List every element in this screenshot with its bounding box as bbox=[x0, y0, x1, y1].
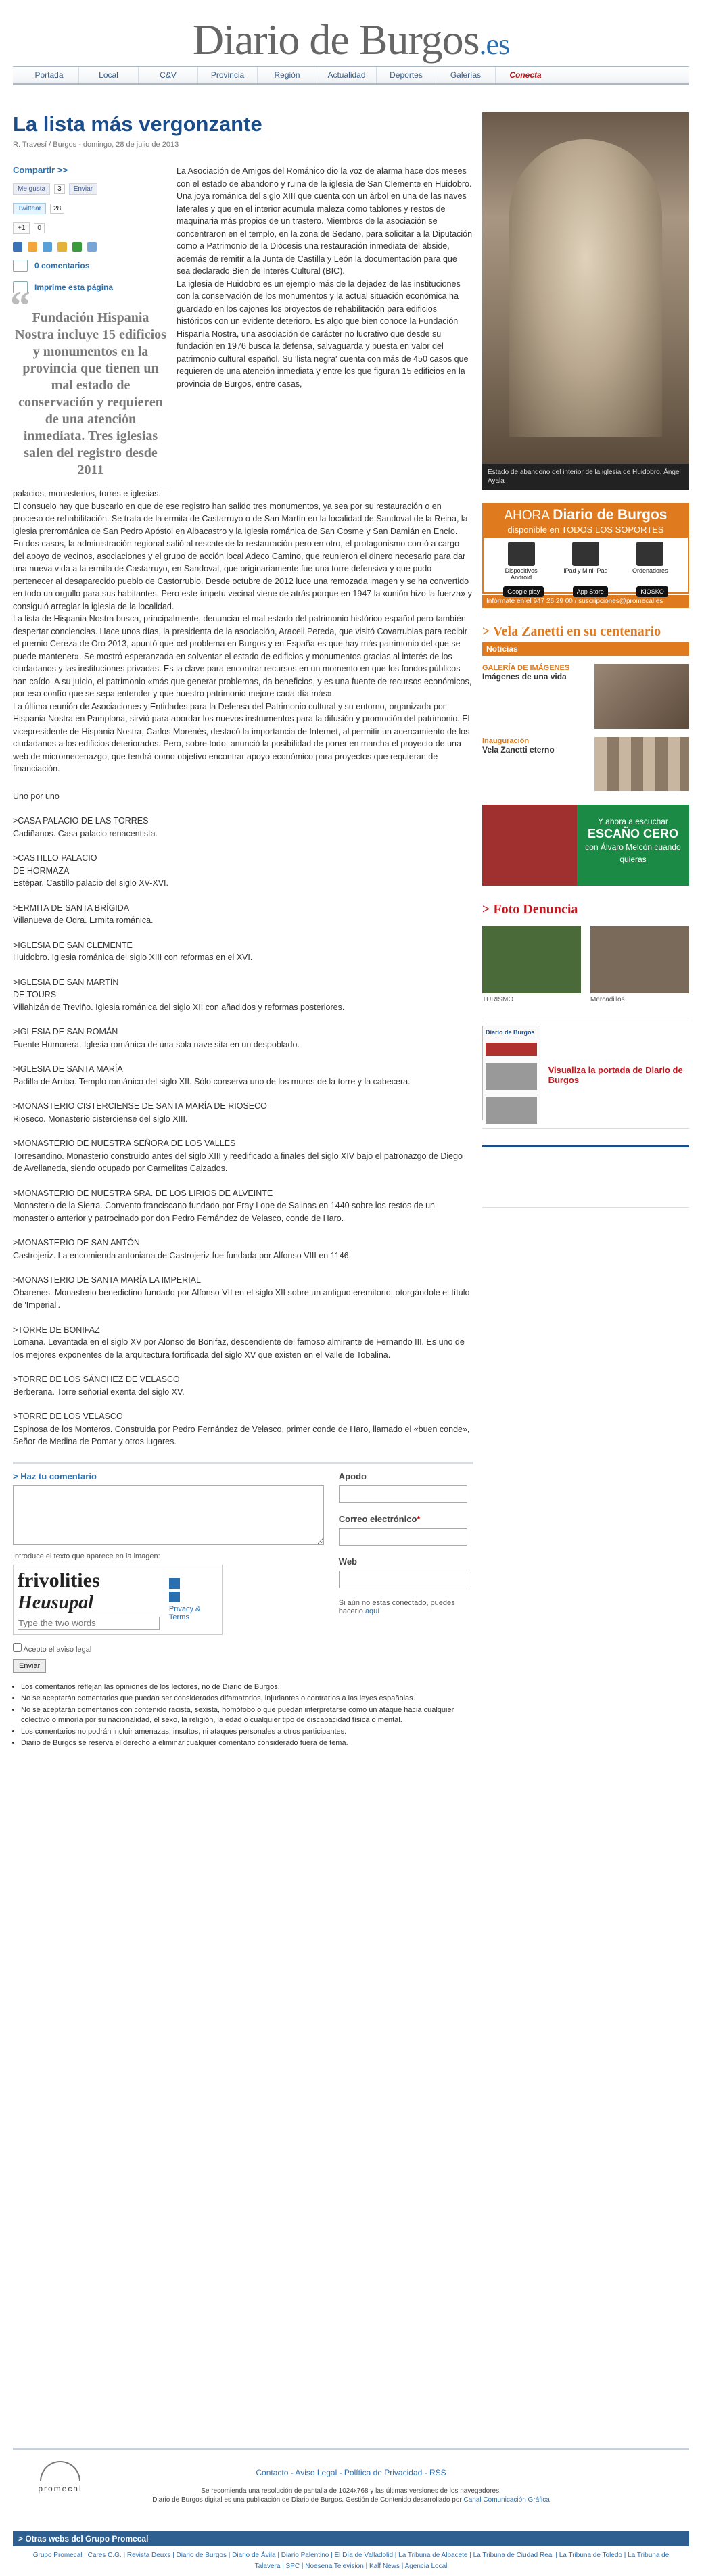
list-intro: Uno por uno bbox=[13, 791, 60, 801]
paragraph-6: La última reunión de Asociaciones y Entidades para la Defensa del Patrimonio cultural y su entorno, organizada por Hispania Nostra en Pamplona, sirvió para abordar los nuevos instrumentos para la difusión y promoción del patrimonio. El vicepresidente de Hispania Nostra, Carlos Morenés, destacó la importancia de Internet, al permitir un acercamiento de los ciudadanos a los edificios deteriorados. Pero, sobre todo, anunció la posibilidad de poner en marcha el proyecto de una web de micromecenazgo, que tendrá como objetivo encontrar apoyo económico para proyectos que requieran de financiación. bbox=[13, 701, 470, 773]
yahoo-icon[interactable] bbox=[57, 242, 67, 252]
article-column bbox=[10, 112, 473, 1750]
foto-denuncia-item[interactable]: TURISMO bbox=[482, 926, 581, 1003]
delicious-icon[interactable] bbox=[13, 242, 22, 252]
paragraph-5: La lista de Hispania Nostra busca, principalmente, denunciar el mal estado del patrimonio histórico español pero también despertar conciencias. Hace unos días, la presidenta de la asociación, Araceli Pereda, que visitó Covarrubias para recibir el premio Cereza de Oro 2013, apuntó que «el problema en Burgos y en España es que hay más patrimonio del que se puede mantener». Se mostró esperanzada en solventar el estado de edificios y monumentos gracias al interés de los ciudadanos y las instituciones privadas. Es la clave para encontrar recursos en un momento en que los fondos públicos han caído. A su juicio, el patrimonio «más que generar problemas, da beneficios, y es una fuente de recursos económicos, por eso confío que se sepa entender y que nuestro patrimonio mejore cada día más». bbox=[13, 614, 472, 698]
nav-local[interactable]: Local bbox=[79, 67, 139, 83]
nav-galerias[interactable]: Galerías bbox=[436, 67, 496, 83]
list-item-desc: Villahizán de Treviño. Iglesia románica del siglo XII con añadidos y reformas posteriores. bbox=[13, 1002, 345, 1012]
photo-caption: Estado de abandono del interior de la iglesia de Huidobro. Ángel Ayala bbox=[482, 464, 689, 490]
portada-link[interactable]: Visualiza la portada de Diario de Burgos bbox=[548, 1065, 683, 1085]
rule-item: • Los comentarios reflejan las opiniones de los lectores, no de Diario de Burgos. bbox=[21, 1682, 473, 1692]
share-label[interactable]: Compartir >> bbox=[13, 165, 68, 175]
list-item-desc: Padilla de Arriba. Templo románico del siglo XII. Sólo conserva uno de los muros de la torre y la cabecera. bbox=[13, 1076, 411, 1087]
list-item-heading: >MONASTERIO DE SANTA MARÍA LA IMPERIAL bbox=[13, 1275, 201, 1285]
logo-suffix: .es bbox=[479, 28, 510, 61]
privacy-link[interactable]: Privacy & Terms bbox=[168, 1604, 201, 1621]
ipad-device: iPad y Mini-iPad bbox=[559, 542, 613, 581]
app-store-badge[interactable]: App Store bbox=[573, 586, 608, 597]
article-intro bbox=[177, 165, 473, 487]
login-link[interactable]: aquí bbox=[365, 1606, 380, 1615]
article-body bbox=[13, 487, 473, 1448]
monument-list bbox=[13, 790, 473, 1448]
paragraph-3: El consuelo hay que buscarlo en que de ese registro han salido tres monumentos, ya sea por su restauración o en proceso de rehabilitación. Se trata de la ermita de Castarruyo o de San Martín en la localidad de Sandoval de la Reina, la iglesia prerrománica de San Pedro Apóstol en Albacastro y la iglesia románica de San Cosme y San Damián en Encío. bbox=[13, 501, 468, 536]
comment-rules bbox=[13, 1682, 473, 1748]
list-item-heading: >IGLESIA DE SANTA MARÍA bbox=[13, 1064, 123, 1074]
alias-label: Apodo bbox=[338, 1471, 367, 1481]
list-item-desc: Berberana. Torre señorial exenta del siglo XV. bbox=[13, 1387, 185, 1397]
list-item bbox=[13, 902, 473, 927]
list-item-heading: >MONASTERIO DE SAN ANTÓN bbox=[13, 1238, 140, 1247]
meneame-icon[interactable] bbox=[28, 242, 37, 252]
twitter-button[interactable]: Twittear bbox=[13, 203, 46, 214]
list-item-heading: >IGLESIA DE SAN ROMÁN bbox=[13, 1027, 118, 1036]
list-item-desc: Monasterio de la Sierra. Convento franciscano fundado por Fray Lope de Salinas en 1440 sobre los restos de un monasterio anterior y patrocinado por don Pedro Fernández de Velasco, conde de Haro. bbox=[13, 1201, 435, 1223]
accept-row bbox=[13, 1643, 327, 1654]
facebook-count: 3 bbox=[54, 184, 65, 194]
portada-widget[interactable] bbox=[482, 1020, 689, 1129]
list-item-heading: >TORRE DE LOS SÁNCHEZ DE VELASCO bbox=[13, 1375, 180, 1384]
rule-item: • No se aceptarán comentarios con contenido racista, sexista, homófobo o que puedan interpretarse como un ataque hacia cualquier colectivo o minoría por su nacionalidad, el sexo, la religión, la edad o cualquier tipo de discapacidad física o mental. bbox=[21, 1705, 473, 1725]
list-item bbox=[13, 1187, 473, 1225]
list-item bbox=[13, 1410, 473, 1448]
rule-item: • Diario de Burgos se reserva el derecho a eliminar cualquier comentario considerado fuera de tema. bbox=[21, 1738, 473, 1748]
vz-gallery-link[interactable]: Imágenes de una vida bbox=[482, 672, 567, 682]
comments-label: 0 comentarios bbox=[34, 261, 90, 270]
empty-widget bbox=[482, 1145, 689, 1208]
google-play-badge[interactable]: Google play bbox=[503, 586, 544, 597]
list-item bbox=[13, 852, 473, 890]
ad-text-2: con Álvaro Melcón cuando quieras bbox=[585, 842, 681, 864]
quote-text: Fundación Hispania Nostra incluye 15 edificios y monumentos en la provincia que tienen un mal estado de conservación y requieren de una atención inmediata. Tres iglesias salen del registro desde 2011 bbox=[15, 310, 166, 477]
comment-title: > Haz tu comentario bbox=[13, 1471, 97, 1481]
logo-text: Diario de Burgos bbox=[192, 16, 479, 64]
accept-checkbox[interactable] bbox=[13, 1643, 22, 1652]
alias-input[interactable] bbox=[339, 1485, 467, 1503]
article-photo[interactable] bbox=[482, 112, 689, 464]
captcha-word-2: Heusupal bbox=[18, 1592, 94, 1613]
list-item-heading: >MONASTERIO CISTERCIENSE DE SANTA MARÍA DE RIOSECO bbox=[13, 1101, 267, 1111]
foto-denuncia-item[interactable]: Mercadillos bbox=[590, 926, 689, 1003]
kiosko-badge[interactable]: KIOSKO bbox=[636, 586, 668, 597]
paragraph-2b: palacios, monasterios, torres e iglesias. bbox=[13, 489, 161, 498]
vela-zanetti-title[interactable]: > Vela Zanetti en su centenario bbox=[482, 624, 661, 639]
list-item-desc: Lomana. Levantada en el siglo XV por Alonso de Bonifaz, descendiente del famoso almirante de Fernando III. Es uno de los mejores exponentes de la arquitectura fortificada del siglo XV que existen en el Valle de Tobalina. bbox=[13, 1337, 465, 1360]
web-label: Web bbox=[338, 1556, 358, 1567]
vz-gallery-thumb[interactable] bbox=[594, 664, 689, 729]
newspaper-thumb: Diario de Burgos bbox=[482, 1026, 540, 1120]
list-item-desc: Torresandino. Monasterio construido antes del siglo XIII y reedificado a finales del siglo XIV bajo el patronazgo de Diego de Avellaneda, siendo ocupado por Carmelitas Calzados. bbox=[13, 1151, 463, 1173]
paragraph-1: La Asociación de Amigos del Románico dio la voz de alarma hace dos meses con el estado de abandono y ruina de la iglesia de San Clemente en Huidobro. Una joya románica del siglo XIII que cuenta con un árbol en una de las naves laterales y que en el interior acumula maleza como tablones y restos de maquinaria más propios de un trastero. Miembros de la asociación se concentraron en el templo, en la zona de Sedano, para solicitar a la Diputación como a Patrimonio de la Diócesis una restauración inmediata del ábside, además de remitir a la Junta de Castilla y León la documentación para que sea declarado Bien de Interés Cultural (BIC). bbox=[177, 166, 473, 276]
main-nav bbox=[13, 66, 689, 85]
myspace-icon[interactable] bbox=[43, 242, 52, 252]
credit-link[interactable]: Canal Comunicación Gráfica bbox=[463, 2496, 550, 2504]
sidebar bbox=[482, 112, 689, 1750]
list-item bbox=[13, 1063, 473, 1088]
print-label: Imprime esta página bbox=[34, 283, 114, 292]
promecal-arch-icon bbox=[40, 2461, 80, 2481]
comments-link[interactable] bbox=[13, 260, 168, 272]
vz-inauguration-label: Inauguración bbox=[482, 737, 530, 745]
list-item-desc: Fuente Humorera. Iglesia románica de una sola nave sita en un despoblado. bbox=[13, 1039, 300, 1049]
technorati-icon[interactable] bbox=[72, 242, 82, 252]
list-item bbox=[13, 1274, 473, 1312]
list-item bbox=[13, 1373, 473, 1398]
facebook-send-button[interactable]: Enviar bbox=[69, 183, 97, 195]
nav-cv[interactable]: C&V bbox=[139, 67, 198, 83]
login-note: Si aún no estas conectado, puedes hacerlo aquí bbox=[338, 1598, 455, 1615]
escano-cero-ad[interactable] bbox=[482, 805, 689, 886]
share-tools bbox=[10, 165, 168, 487]
ad-image bbox=[482, 805, 577, 886]
list-item-heading: >CASA PALACIO DE LAS TORRES bbox=[13, 816, 149, 826]
ahora-sub: disponible en TODOS LOS SOPORTES bbox=[484, 525, 688, 538]
list-item bbox=[13, 1100, 473, 1125]
paragraph-2a: La iglesia de Huidobro es un ejemplo más de la dejadez de las instituciones con la conservación de los monumentos y la actual situación económica ha guardado en los cajones los proyectos de rehabilitación para edificios históricos con un evidente deterioro. Es algo que bien conoce la Fundación Hispania Nostra, una asociación de carácter no lucrativo que desde su fundación en 1976 busca la defensa, salvaguarda y puesta en valor del patrimonio cultural español. Su 'lista negra' cuenta con más de 450 casos que requieren de una atención inmediata y entre los que figuran 15 edificios en la provincia de Burgos, entre casas, bbox=[177, 279, 469, 389]
refresh-icon[interactable] bbox=[169, 1578, 180, 1589]
list-item-desc: Huidobro. Iglesia románica del siglo XIII con reformas en el XVI. bbox=[13, 953, 253, 962]
rule-item: • No se aceptarán comentarios que puedan ser considerados difamatorios, injuriantes o contrarios a las leyes españolas. bbox=[21, 1694, 473, 1704]
ahora-brand: Diario de Burgos bbox=[553, 507, 668, 523]
captcha-box bbox=[13, 1565, 223, 1635]
vz-inauguration-thumb[interactable] bbox=[594, 737, 689, 791]
ahora-pre: AHORA bbox=[504, 508, 550, 523]
list-item bbox=[13, 1026, 473, 1051]
vz-inauguration-link[interactable]: Vela Zanetti eterno bbox=[482, 745, 555, 755]
captcha-prompt: Introduce el texto que aparece en la imagen: bbox=[13, 1552, 160, 1560]
quote-mark-icon: “ bbox=[10, 283, 30, 328]
list-item bbox=[13, 1237, 473, 1262]
comment-icon bbox=[13, 260, 28, 272]
comment-textarea[interactable] bbox=[13, 1485, 324, 1545]
nav-provincia[interactable]: Provincia bbox=[198, 67, 258, 83]
nav-region[interactable]: Región bbox=[258, 67, 317, 83]
footer bbox=[13, 2448, 689, 2576]
list-item-heading: >IGLESIA DE SAN CLEMENTE bbox=[13, 940, 133, 950]
web-input[interactable] bbox=[339, 1571, 467, 1588]
nav-actualidad[interactable]: Actualidad bbox=[317, 67, 377, 83]
list-item-heading: >MONASTERIO DE NUESTRA SRA. DE LOS LIRIOS DE ALVEINTE bbox=[13, 1188, 273, 1198]
article-byline: R. Travesí / Burgos - domingo, 28 de julio de 2013 bbox=[13, 141, 179, 149]
subscription-info: Infórmate en el 947 26 29 00 / suscripciones@promecal.es bbox=[482, 595, 689, 608]
list-item-desc: Obarenes. Monasterio benedictino fundado por Alfonso VII en el siglo XII sobre un antiguo eremitorio, otorgándole el título de 'Imperial'. bbox=[13, 1287, 470, 1310]
ad-title: ESCAÑO CERO bbox=[587, 827, 678, 840]
foto-denuncia-title[interactable]: > Foto Denuncia bbox=[482, 902, 578, 917]
live-icon[interactable] bbox=[87, 242, 97, 252]
comment-form bbox=[13, 1462, 473, 1673]
list-item-heading: >ERMITA DE SANTA BRÍGIDA bbox=[13, 903, 130, 913]
list-item bbox=[13, 1137, 473, 1175]
list-item-heading: >TORRE DE BONIFAZ bbox=[13, 1325, 100, 1335]
list-item bbox=[13, 1324, 473, 1362]
list-item bbox=[13, 976, 473, 1014]
list-item-desc: Villanueva de Odra. Ermita románica. bbox=[13, 915, 154, 925]
google-plus-count: 0 bbox=[34, 223, 45, 233]
email-input[interactable] bbox=[339, 1528, 467, 1546]
footer-links[interactable]: Contacto - Aviso Legal - Política de Privacidad - RSS bbox=[256, 2468, 446, 2477]
social-icons bbox=[13, 242, 168, 252]
list-item bbox=[13, 939, 473, 964]
list-item-desc: Rioseco. Monasterio cisterciense del siglo XIII. bbox=[13, 1114, 188, 1124]
pc-device: Ordenadores bbox=[623, 542, 677, 581]
list-item-desc: Espinosa de los Monteros. Construida por Pedro Fernández de Velasco, primer conde de Haro, llamado el «buen conde», Señor de Medina de Pomar y otros lugares. bbox=[13, 1424, 470, 1446]
print-link[interactable] bbox=[13, 281, 168, 293]
rule-item: • Los comentarios no podrán incluir amenazas, insultos, ni ataques personales a otros participantes. bbox=[21, 1727, 473, 1737]
list-item-desc: Cadiñanos. Casa palacio renacentista. bbox=[13, 828, 158, 838]
list-item-desc: Castrojeriz. La encomienda antoniana de Castrojeriz fue fundada por Alfonso VIII en 1146. bbox=[13, 1250, 352, 1260]
ahora-banner[interactable] bbox=[482, 503, 689, 594]
android-device: Dispositivos Android bbox=[494, 542, 548, 581]
nav-deportes[interactable]: Deportes bbox=[377, 67, 436, 83]
captcha-input[interactable] bbox=[18, 1617, 160, 1630]
captcha-word-1: frivolities bbox=[18, 1569, 100, 1592]
email-label: Correo electrónico* bbox=[338, 1513, 421, 1524]
list-item-heading: >IGLESIA DE SAN MARTÍN DE TOURS bbox=[13, 977, 119, 999]
submit-button[interactable]: Enviar bbox=[13, 1659, 46, 1673]
facebook-like-button[interactable]: Me gusta bbox=[13, 183, 50, 195]
list-item-heading: >CASTILLO PALACIO DE HORMAZA bbox=[13, 853, 97, 876]
ad-text: Y ahora a escuchar bbox=[598, 817, 668, 826]
recaptcha-controls bbox=[169, 1578, 218, 1621]
list-item-heading: >MONASTERIO DE NUESTRA SEÑORA DE LOS VALLES bbox=[13, 1139, 236, 1148]
group-links[interactable]: Grupo Promecal | Cares C.G. | Revista Deuxs | Diario de Burgos | Diario de Ávila | Diario Palentino | El Día de Valladolid | La Tribuna de Albacete | La Tribuna de Ciudad Real | La Tribuna de Toledo | La Tribuna de Talavera | SPC | Noesena Television | Kalf News | Agencia Local bbox=[32, 2552, 670, 2570]
accept-label: Acepto el aviso legal bbox=[23, 1645, 92, 1654]
group-title: > Otras webs del Grupo Promecal bbox=[13, 2531, 689, 2546]
footer-note: Se recomienda una resolución de pantalla de 1024x768 y las últimas versiones de los navegadores. Diario de Burgos digital es una publicación de Diario de Burgos. Gestión de Contenido desarrollado por Canal Comunicación Gráfica bbox=[152, 2487, 550, 2504]
vela-zanetti-bar: Noticias bbox=[482, 642, 689, 656]
article-title: La lista más vergonzante bbox=[13, 112, 262, 136]
paragraph-4: En dos casos, la administración regional salió al rescate de la restauración pero en otro, el protagonismo corrió a cargo del apoyo de vecinos, asociaciones y el grupo de acción local Adeco Camino, que reunieron el dinero necesario para dar una nueva vida a la ermita de Castarruyo, en Sandoval, que originariamente fue una torre defensiva y que pudo pertenecer al desaparecido pueblo de Castorrubio. Desde octubre de 2012 luce una remozada imagen y se ha convertido en todo un orgullo para sus habitantes. Pero este ímpetu vecinal viene de atrás porque en 1947 la «unión hizo la fuerza» y consiguió arreglar la iglesia de la localidad. bbox=[13, 539, 472, 611]
list-item-heading: >TORRE DE LOS VELASCO bbox=[13, 1412, 123, 1421]
vz-gallery-label: GALERÍA DE IMÁGENES bbox=[482, 664, 570, 672]
site-logo[interactable] bbox=[13, 0, 689, 66]
nav-conecta[interactable]: Conecta bbox=[509, 70, 542, 80]
promecal-logo[interactable]: promecal bbox=[26, 2461, 94, 2494]
audio-icon[interactable] bbox=[169, 1592, 180, 1602]
twitter-count: 28 bbox=[50, 204, 64, 214]
google-plus-button[interactable]: +1 bbox=[13, 222, 30, 234]
nav-portada[interactable]: Portada bbox=[20, 67, 79, 83]
list-item bbox=[13, 815, 473, 840]
list-item-desc: Estépar. Castillo palacio del siglo XV-XVI. bbox=[13, 878, 168, 888]
